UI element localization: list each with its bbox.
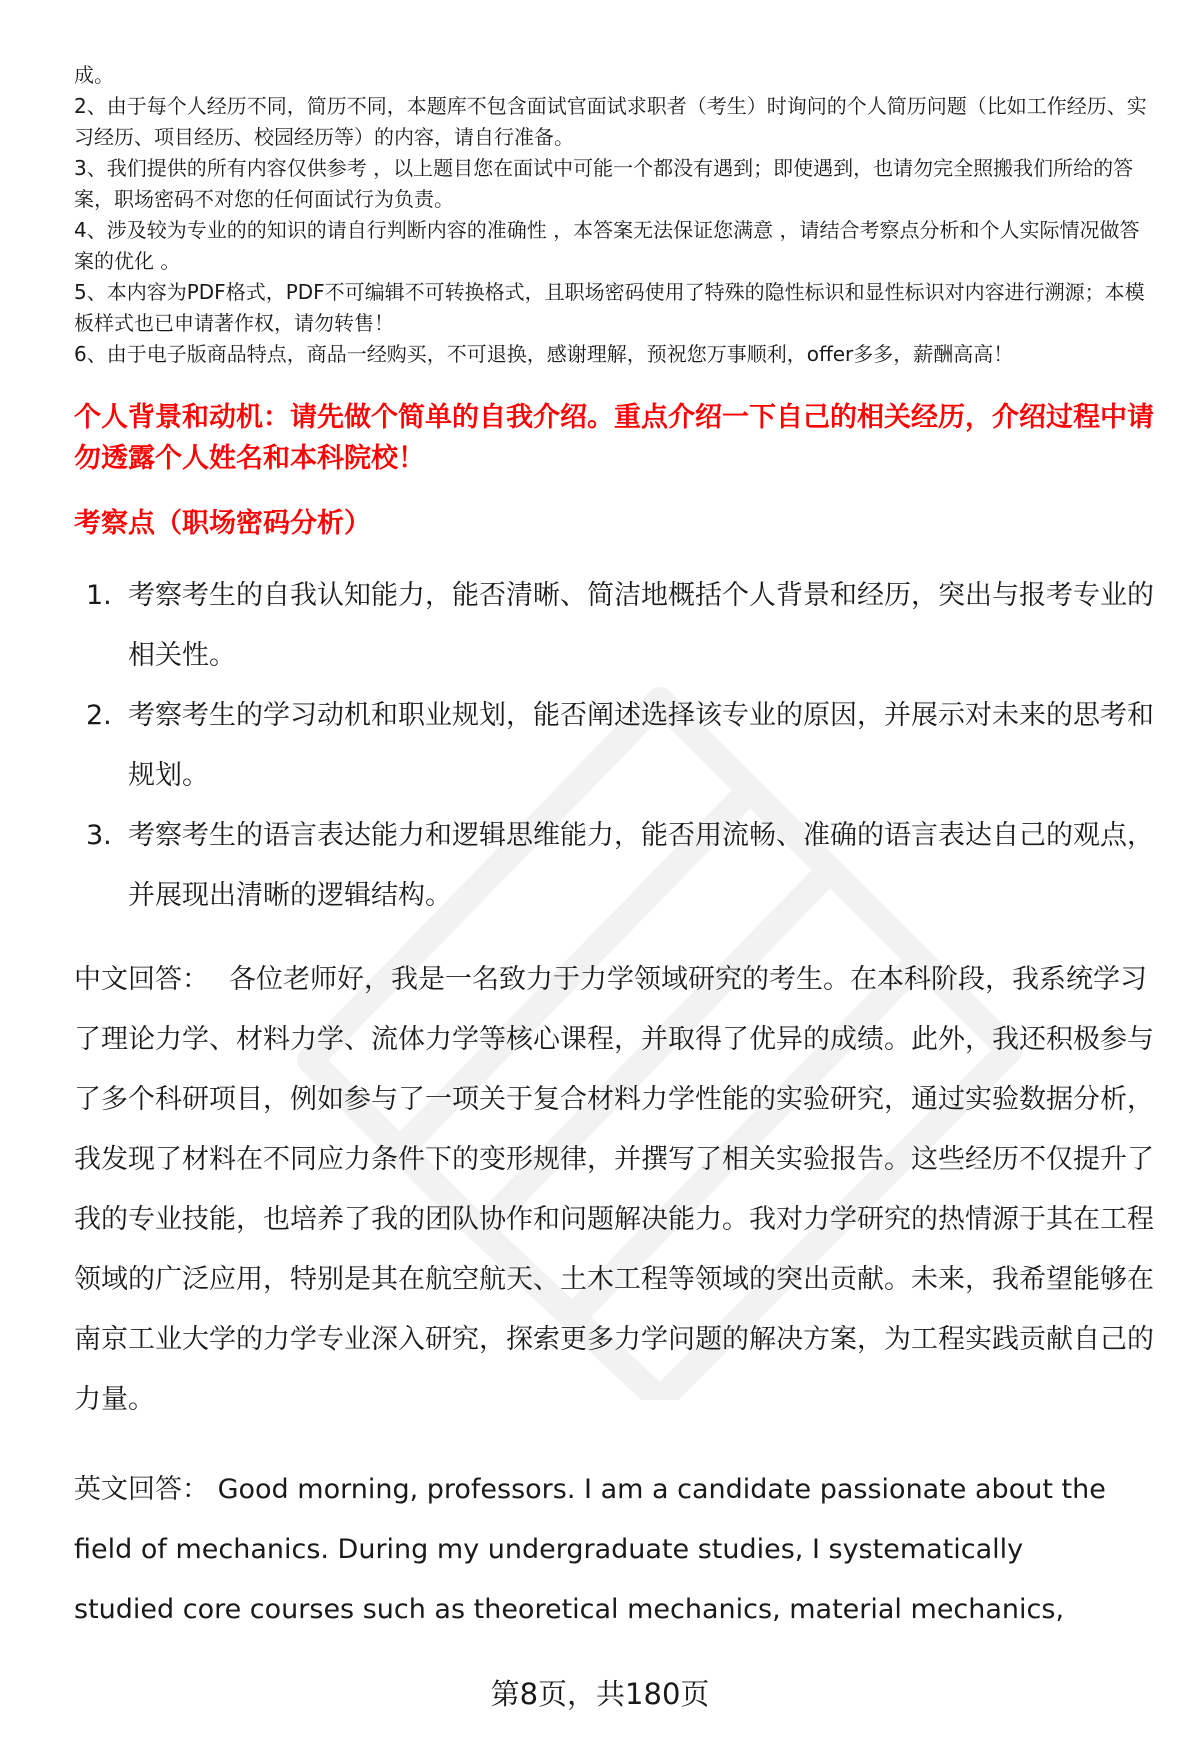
notice-item: 成。 — [74, 63, 114, 87]
document-page — [74, 60, 1154, 1640]
notice-item: 4、涉及较为专业的的知识的请自行判断内容的准确性 ，本答案无法保证您满意 ，请结合考察点分析和个人实际情况做答案的优化 。 — [74, 218, 1140, 273]
analysis-point — [74, 806, 1154, 926]
point-number: 1. — [86, 580, 112, 611]
analysis-point — [74, 686, 1154, 806]
notice-item: 3、我们提供的所有内容仅供参考 ，以上题目您在面试中可能一个都没有遇到；即使遇到，也请勿完全照搬我们所给的答案，职场密码不对您的任何面试行为负责。 — [74, 156, 1134, 211]
analysis-points — [74, 566, 1154, 926]
notice-item: 5、本内容为PDF格式，PDF不可编辑不可转换格式，且职场密码使用了特殊的隐性标识和显性标识对内容进行溯源；本模板样式也已申请著作权，请勿转售！ — [74, 280, 1145, 335]
chinese-answer-label: 中文回答： — [74, 964, 209, 995]
notice-item: 2、由于每个人经历不同，简历不同，本题库不包含面试官面试求职者（考生）时询问的个人简历问题（比如工作经历、实习经历、项目经历、校园经历等）的内容，请自行准备。 — [74, 94, 1147, 149]
point-number: 2. — [86, 700, 112, 731]
point-text: 考察考生的学习动机和职业规划，能否阐述选择该专业的原因，并展示对未来的思考和规划。 — [128, 700, 1154, 791]
chinese-answer-text: 各位老师好，我是一名致力于力学领域研究的考生。在本科阶段，我系统学习了理论力学、材料力学、流体力学等核心课程，并取得了优异的成绩。此外，我还积极参与了多个科研项目，例如参与了一项关于复合材料力学性能的实验研究，通过实验数据分析，我发现了材料在不同应力条件下的变形规律，并撰写了相关实验报告。这些经历不仅提升了我的专业技能，也培养了我的团队协作和问题解决能力。我对力学研究的热情源于其在工程领域的广泛应用，特别是其在航空航天、土木工程等领域的突出贡献。未来，我希望能够在南京工业大学的力学专业深入研究，探索更多力学问题的解决方案，为工程实践贡献自己的力量。 — [74, 964, 1154, 1415]
page-number: 第8页，共180页 — [490, 1677, 710, 1711]
analysis-title: 考察点（职场密码分析） — [74, 508, 371, 539]
question-heading: 个人背景和动机：请先做个简单的自我介绍。重点介绍一下自己的相关经历，介绍过程中请勿透露个人姓名和本科院校！ — [74, 402, 1154, 474]
notice-list — [74, 60, 1154, 370]
point-text: 考察考生的自我认知能力，能否清晰、简洁地概括个人背景和经历，突出与报考专业的相关性。 — [128, 580, 1154, 671]
chinese-answer — [74, 950, 1154, 1430]
point-text: 考察考生的语言表达能力和逻辑思维能力，能否用流畅、准确的语言表达自己的观点，并展现出清晰的逻辑结构。 — [128, 820, 1154, 911]
notice-item: 6、由于电子版商品特点，商品一经购买，不可退换，感谢理解，预祝您万事顺利，offer多多，薪酬高高！ — [74, 342, 1014, 366]
point-number: 3. — [86, 820, 112, 851]
english-answer — [74, 1460, 1154, 1640]
analysis-point — [74, 566, 1154, 686]
english-answer-label: 英文回答： — [74, 1474, 209, 1505]
english-answer-text: Good morning, professors. I am a candidate passionate about the field of mechanics. During my undergraduate studies, I systematically studied core courses such as theoretical mechanics, material mechanics, — [74, 1474, 1106, 1625]
